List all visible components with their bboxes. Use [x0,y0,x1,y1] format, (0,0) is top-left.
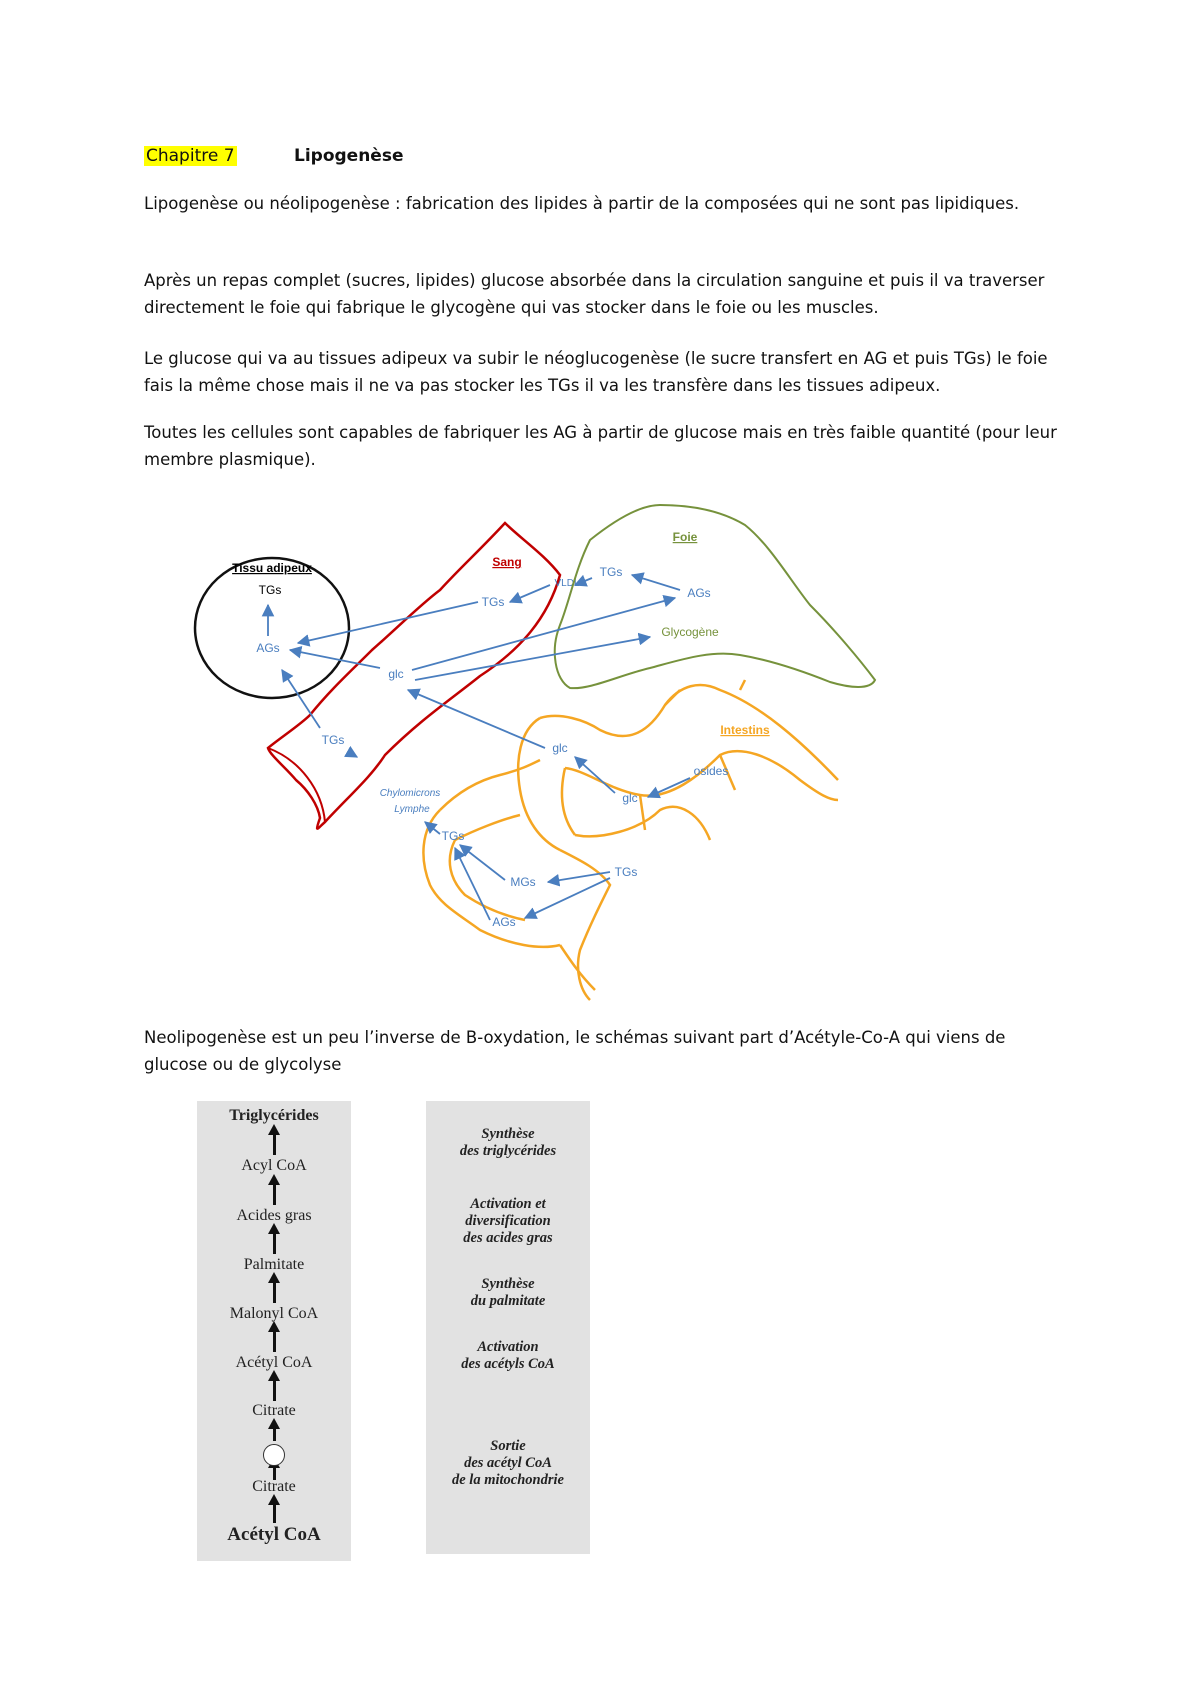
chain-malonyl-coa: Malonyl CoA [229,1305,319,1322]
chain-citrate-cytosol: Citrate [252,1402,296,1419]
arrow-glc-to-glycogen [415,637,650,680]
arrow-vldl-to-blood-tgs [510,585,550,602]
intestine-mgs: MGs [510,875,536,889]
arrow-osides-to-glc [648,778,690,797]
up-arrow-icon [273,1427,276,1441]
adipose-tgs: TGs [258,583,282,597]
intestine-ags: AGs [492,915,516,929]
intestine-tgs-right: TGs [614,865,638,879]
arrow-mgs-to-lymph-tgs [460,845,505,880]
liver-title: Foie [672,530,698,544]
paragraph-neolipogenesis: Neolipogenèse est un peu l’inverse de B-oxydation, le schémas suivant part d’Acétyle-Co-A qui viens de glucose ou de glycolyse [144,1028,1006,1074]
arrow-liver-ags-to-tgs [632,575,680,590]
chapter-title: Lipogenèse [294,146,404,166]
up-arrow-icon [273,1183,276,1205]
chain-acyl-coa: Acyl CoA [241,1157,307,1174]
liver-ags: AGs [687,586,711,600]
arrow-intestine-glc-to-blood-glc [408,690,545,748]
chain-acetyl-coa-start: Acétyl CoA [227,1524,321,1545]
paragraph-definition: Lipogenèse ou néolipogenèse : fabrication des lipides à partir de la composées qui ne sont pas lipidiques. [144,194,1020,213]
adipose-tissue-shape [195,558,349,698]
lymph-tgs: TGs [321,733,345,747]
blood-title: Sang [492,555,522,569]
adipose-ags: AGs [256,641,280,655]
intestine-glc-top: glc [552,741,568,755]
stage-triglyceride-synthesis: Synthèse des triglycérides [459,1126,557,1159]
up-arrow-icon [273,1379,276,1401]
paragraph-adipose: Le glucose qui va au tissues adipeux va subir le néoglucogenèse (le sucre transfert en AG et puis TGs) le foie fais la même chose mais il ne va pas stocker les TGs il va les transfère dans les tissues adipeux. [144,349,1048,395]
lymph-lymphe: Lymphe [394,804,430,815]
arrow-glc-to-glc-top [575,757,615,793]
arrow-glc-to-adipose-ags [290,650,380,668]
up-arrow-icon [273,1281,276,1303]
intestine-osides: osides [693,764,729,778]
mitochondrial-transporter-icon [263,1444,285,1466]
stage-palmitate-synthesis: Synthèse du palmitate [470,1276,546,1309]
stage-fatty-acid-activation: Activation et diversification des acides gras [463,1196,553,1246]
chain-acides-gras: Acides gras [236,1207,312,1224]
liver-tgs: TGs [599,565,623,579]
arrow-ags-to-lymph-tgs [455,848,490,920]
intestine-glc: glc [622,791,638,805]
stage-acetyl-coa-activation: Activation des acétyls CoA [461,1339,555,1372]
arrow-lymph-tgs-to-lymph-top [350,753,357,757]
blood-tgs: TGs [481,595,505,609]
pathway-stages-panel [426,1101,590,1554]
up-arrow-icon [273,1503,276,1523]
intestine-tgs-left: TGs [441,829,465,843]
up-arrow-icon [273,1232,276,1254]
stage-mitochondria-exit: Sortie des acétyl CoA de la mitochondrie [452,1438,564,1488]
chapter-number: Chapitre 7 [146,146,235,166]
pathway-chain-panel [197,1101,351,1561]
blood-vldl: VLDL [554,578,580,589]
chain-triglycerides: Triglycérides [229,1107,319,1124]
adipose-title: Tissu adipeux [232,561,312,575]
intestine-title: Intestins [720,723,770,737]
liver-shape [555,505,875,688]
chain-palmitate: Palmitate [243,1256,305,1273]
liver-glycogen: Glycogène [661,625,719,639]
blood-glc: glc [388,667,404,681]
up-arrow-icon [273,1330,276,1352]
lymph-chylomicrons: Chylomicrons [379,788,441,799]
chapter-heading [144,146,404,166]
paragraph-cells: Toutes les cellules sont capables de fabriquer les AG à partir de glucose mais en très faible quantité (pour leur membre plasmique). [144,423,1057,469]
chain-citrate-mitochondria: Citrate [252,1478,296,1495]
paragraph-meal: Après un repas complet (sucres, lipides) glucose absorbée dans la circulation sanguine et puis il va traverser directement le foie qui fabrique le glycogène qui vas stocker dans le foie ou les muscles. [144,271,1045,317]
chain-acetyl-coa: Acétyl CoA [235,1354,313,1371]
intestine-shape [423,680,838,1000]
up-arrow-icon [273,1133,276,1155]
arrow-lymph-tgs-to-adipose [282,670,320,728]
arrow-intestine-tgs-to-mgs [548,872,610,882]
lipogenesis-organ-diagram [0,490,1200,1010]
